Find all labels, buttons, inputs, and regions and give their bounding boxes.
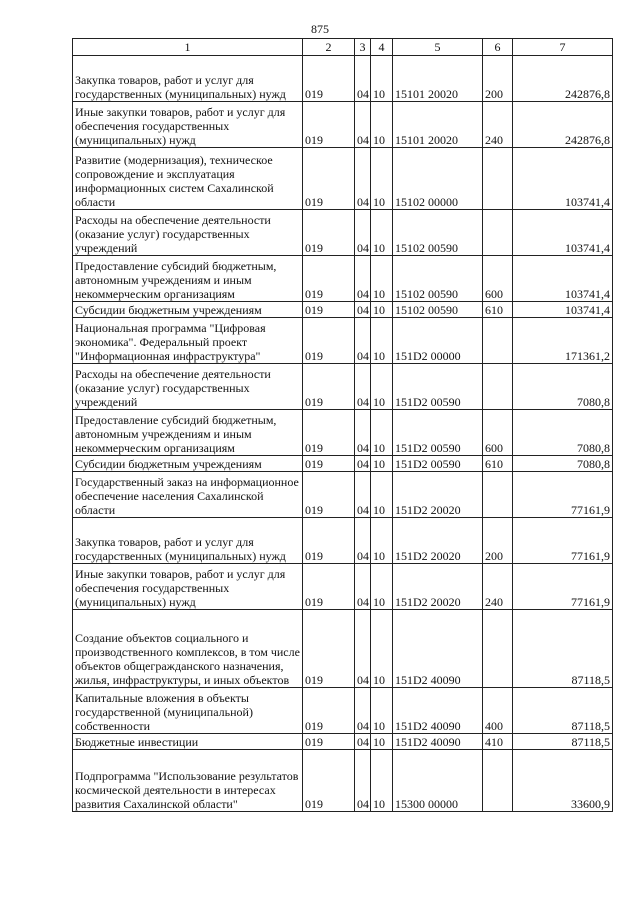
budget-table [72, 38, 613, 812]
row-vr: 200 [483, 518, 513, 564]
row-pr: 10 [371, 456, 393, 472]
row-sum: 87118,5 [513, 610, 613, 688]
header-row [73, 39, 613, 56]
column-header: 5 [393, 39, 483, 56]
row-pr: 10 [371, 410, 393, 456]
row-rz: 04 [355, 364, 371, 410]
row-ved: 019 [303, 564, 355, 610]
row-pr: 10 [371, 56, 393, 102]
row-pr: 10 [371, 148, 393, 210]
row-vr: 410 [483, 734, 513, 750]
row-sum: 77161,9 [513, 472, 613, 518]
row-ved: 019 [303, 456, 355, 472]
row-rz: 04 [355, 750, 371, 812]
table-row [73, 564, 613, 610]
row-ved: 019 [303, 148, 355, 210]
row-rz: 04 [355, 610, 371, 688]
column-header: 7 [513, 39, 613, 56]
row-sum: 242876,8 [513, 102, 613, 148]
table-row [73, 734, 613, 750]
column-header: 6 [483, 39, 513, 56]
row-sum: 7080,8 [513, 364, 613, 410]
row-vr [483, 148, 513, 210]
row-rz: 04 [355, 210, 371, 256]
row-csr: 151D2 20020 [393, 472, 483, 518]
table-row [73, 56, 613, 102]
row-ved: 019 [303, 56, 355, 102]
row-ved: 019 [303, 472, 355, 518]
row-sum: 171361,2 [513, 318, 613, 364]
row-name: Расходы на обеспечение деятельности (оказание услуг) государственных учреждений [73, 210, 303, 256]
row-rz: 04 [355, 472, 371, 518]
column-header: 3 [355, 39, 371, 56]
row-vr [483, 472, 513, 518]
row-sum: 103741,4 [513, 210, 613, 256]
table-row [73, 364, 613, 410]
row-csr: 151D2 20020 [393, 564, 483, 610]
table-row [73, 750, 613, 812]
row-rz: 04 [355, 518, 371, 564]
row-vr [483, 210, 513, 256]
row-pr: 10 [371, 210, 393, 256]
row-pr: 10 [371, 102, 393, 148]
table-row [73, 256, 613, 302]
row-ved: 019 [303, 750, 355, 812]
row-vr [483, 364, 513, 410]
row-sum: 87118,5 [513, 688, 613, 734]
row-csr: 151D2 00590 [393, 456, 483, 472]
row-sum: 242876,8 [513, 56, 613, 102]
row-vr: 400 [483, 688, 513, 734]
table-row [73, 456, 613, 472]
row-csr: 15102 00590 [393, 210, 483, 256]
row-name: Развитие (модернизация), техническое сопровождение и эксплуатация информационных систем Сахалинской области [73, 148, 303, 210]
row-vr [483, 318, 513, 364]
column-header: 2 [303, 39, 355, 56]
row-ved: 019 [303, 302, 355, 318]
row-pr: 10 [371, 318, 393, 364]
row-pr: 10 [371, 688, 393, 734]
row-name: Субсидии бюджетным учреждениям [73, 456, 303, 472]
row-name: Предоставление субсидий бюджетным, автономным учреждениям и иным некоммерческим организациям [73, 256, 303, 302]
row-sum: 77161,9 [513, 518, 613, 564]
page-number: 875 [311, 22, 329, 36]
row-name: Расходы на обеспечение деятельности (оказание услуг) государственных учреждений [73, 364, 303, 410]
row-rz: 04 [355, 302, 371, 318]
row-sum: 87118,5 [513, 734, 613, 750]
row-csr: 151D2 40090 [393, 688, 483, 734]
row-sum: 103741,4 [513, 148, 613, 210]
row-pr: 10 [371, 750, 393, 812]
row-sum: 7080,8 [513, 410, 613, 456]
row-vr: 610 [483, 302, 513, 318]
table-row [73, 302, 613, 318]
row-ved: 019 [303, 102, 355, 148]
table-row [73, 410, 613, 456]
row-vr: 200 [483, 56, 513, 102]
table-row [73, 472, 613, 518]
row-csr: 15101 20020 [393, 102, 483, 148]
row-rz: 04 [355, 456, 371, 472]
row-name: Подпрограмма "Использование результатов космической деятельности в интересах развития Сахалинской области" [73, 750, 303, 812]
row-name: Предоставление субсидий бюджетным, автономным учреждениям и иным некоммерческим организациям [73, 410, 303, 456]
row-csr: 15102 00590 [393, 302, 483, 318]
row-name: Бюджетные инвестиции [73, 734, 303, 750]
row-pr: 10 [371, 364, 393, 410]
row-name: Иные закупки товаров, работ и услуг для обеспечения государственных (муниципальных) нужд [73, 564, 303, 610]
row-csr: 15102 00000 [393, 148, 483, 210]
row-csr: 151D2 20020 [393, 518, 483, 564]
row-name: Национальная программа "Цифровая экономика". Федеральный проект "Информационная инфраструктура" [73, 318, 303, 364]
row-vr [483, 610, 513, 688]
column-header: 1 [73, 39, 303, 56]
row-sum: 77161,9 [513, 564, 613, 610]
row-vr: 240 [483, 564, 513, 610]
row-vr: 610 [483, 456, 513, 472]
row-rz: 04 [355, 318, 371, 364]
row-rz: 04 [355, 256, 371, 302]
row-csr: 15101 20020 [393, 56, 483, 102]
row-rz: 04 [355, 564, 371, 610]
row-pr: 10 [371, 610, 393, 688]
row-name: Субсидии бюджетным учреждениям [73, 302, 303, 318]
row-rz: 04 [355, 148, 371, 210]
row-name: Закупка товаров, работ и услуг для государственных (муниципальных) нужд [73, 518, 303, 564]
table-row [73, 518, 613, 564]
table-row [73, 210, 613, 256]
row-ved: 019 [303, 518, 355, 564]
row-csr: 151D2 00590 [393, 364, 483, 410]
row-rz: 04 [355, 734, 371, 750]
row-ved: 019 [303, 734, 355, 750]
table-row [73, 102, 613, 148]
row-vr [483, 750, 513, 812]
row-csr: 15102 00590 [393, 256, 483, 302]
row-sum: 103741,4 [513, 302, 613, 318]
row-csr: 151D2 40090 [393, 610, 483, 688]
row-name: Иные закупки товаров, работ и услуг для обеспечения государственных (муниципальных) нужд [73, 102, 303, 148]
row-vr: 600 [483, 410, 513, 456]
row-csr: 151D2 00000 [393, 318, 483, 364]
row-rz: 04 [355, 102, 371, 148]
row-rz: 04 [355, 56, 371, 102]
row-pr: 10 [371, 734, 393, 750]
row-csr: 15300 00000 [393, 750, 483, 812]
row-sum: 103741,4 [513, 256, 613, 302]
row-pr: 10 [371, 564, 393, 610]
row-ved: 019 [303, 688, 355, 734]
row-ved: 019 [303, 210, 355, 256]
row-csr: 151D2 00590 [393, 410, 483, 456]
row-sum: 33600,9 [513, 750, 613, 812]
row-ved: 019 [303, 318, 355, 364]
row-ved: 019 [303, 610, 355, 688]
row-name: Государственный заказ на информационное обеспечение населения Сахалинской области [73, 472, 303, 518]
row-pr: 10 [371, 518, 393, 564]
row-name: Создание объектов социального и производственного комплексов, в том числе объектов общегражданского назначения, жилья, инфраструктуры, и иных объектов [73, 610, 303, 688]
row-ved: 019 [303, 410, 355, 456]
row-rz: 04 [355, 688, 371, 734]
table-row [73, 610, 613, 688]
row-ved: 019 [303, 364, 355, 410]
table-row [73, 688, 613, 734]
row-csr: 151D2 40090 [393, 734, 483, 750]
row-pr: 10 [371, 302, 393, 318]
row-vr: 240 [483, 102, 513, 148]
row-rz: 04 [355, 410, 371, 456]
table-row [73, 318, 613, 364]
row-name: Закупка товаров, работ и услуг для государственных (муниципальных) нужд [73, 56, 303, 102]
row-pr: 10 [371, 256, 393, 302]
row-name: Капитальные вложения в объекты государственной (муниципальной) собственности [73, 688, 303, 734]
column-header: 4 [371, 39, 393, 56]
row-ved: 019 [303, 256, 355, 302]
row-sum: 7080,8 [513, 456, 613, 472]
row-pr: 10 [371, 472, 393, 518]
row-vr: 600 [483, 256, 513, 302]
table-row [73, 148, 613, 210]
